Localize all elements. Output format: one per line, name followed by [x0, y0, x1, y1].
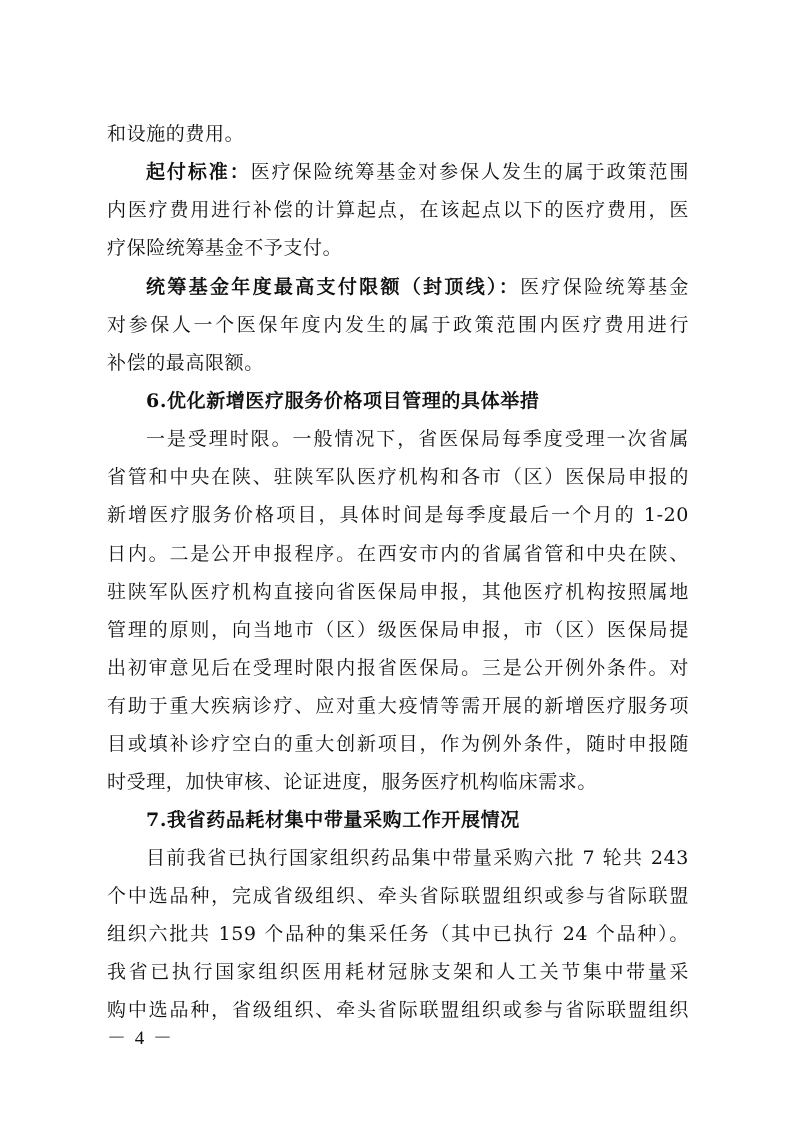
paragraph-line: 管理的原则，向当地市（区）级医保局申报，市（区）医保局提: [107, 619, 689, 641]
paragraph-line: 驻陕军队医疗机构直接向省医保局申报，其他医疗机构按照属地: [107, 581, 689, 603]
paragraph-line: 购中选品种，省级组织、牵头省际联盟组织或参与省际联盟组织: [107, 999, 689, 1021]
section-heading: 7.我省药品耗材集中带量采购工作开展情况: [146, 809, 520, 831]
term-definition: 医疗保险统筹基金: [520, 276, 689, 298]
paragraph-line: 我省已执行国家组织医用耗材冠脉支架和人工关节集中带量采: [107, 961, 689, 983]
paragraph-line: 新增医疗服务价格项目，具体时间是每季度最后一个月的 1-20: [107, 504, 689, 526]
paragraph-line: 补偿的最高限额。: [107, 352, 264, 374]
paragraph-line: 目前我省已执行国家组织药品集中带量采购六批 7 轮共 243: [146, 847, 689, 869]
paragraph-line: [146, 274, 689, 300]
paragraph-line: 出初审意见后在受理时限内报省医保局。三是公开例外条件。对: [107, 657, 689, 679]
paragraph-line: 组织六批共 159 个品种的集采任务（其中已执行 24 个品种）。: [107, 923, 689, 945]
paragraph-line: 省管和中央在陕、驻陕军队医疗机构和各市（区）医保局申报的: [107, 466, 689, 488]
paragraph-line: 有助于重大疾病诊疗、应对重大疫情等需开展的新增医疗服务项: [107, 695, 689, 717]
paragraph-line: 日内。二是公开申报程序。在西安市内的省属省管和中央在陕、: [107, 543, 689, 565]
paragraph-line: 个中选品种，完成省级组织、牵头省际联盟组织或参与省际联盟: [107, 885, 689, 907]
paragraph-line: 对参保人一个医保年度内发生的属于政策范围内医疗费用进行: [107, 314, 689, 336]
term-label: 统筹基金年度最高支付限额（封顶线）：: [146, 276, 521, 298]
paragraph-line: 一是受理时限。一般情况下，省医保局每季度受理一次省属: [146, 428, 689, 450]
paragraph-line: [146, 159, 689, 185]
term-definition: 医疗保险统筹基金对参保人发生的属于政策范围: [250, 161, 689, 183]
paragraph-line: 目或填补诊疗空白的重大创新项目，作为例外条件，随时申报随: [107, 733, 689, 755]
section-heading: 6.优化新增医疗服务价格项目管理的具体举措: [146, 390, 540, 412]
paragraph-line: 时受理，加快审核、论证进度，服务医疗机构临床需求。: [107, 771, 598, 793]
paragraph-line: 疗保险统筹基金不予支付。: [107, 237, 343, 259]
page-number: － 4 －: [107, 1028, 175, 1049]
paragraph-line: 内医疗费用进行补偿的计算起点，在该起点以下的医疗费用，医: [107, 199, 689, 221]
paragraph-line: 和设施的费用。: [107, 123, 245, 145]
term-label: 起付标准：: [146, 161, 251, 183]
